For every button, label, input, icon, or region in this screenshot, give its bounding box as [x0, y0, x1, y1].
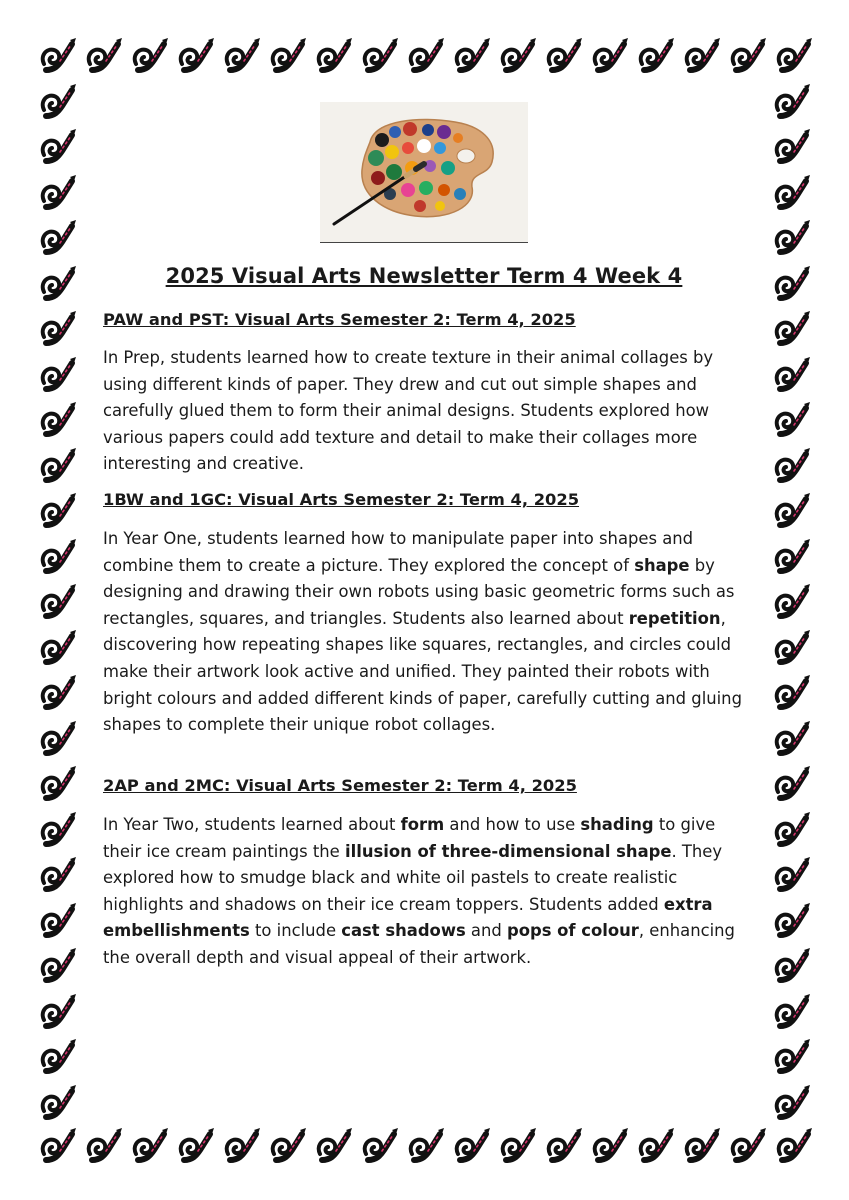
spiral-brush-icon [34, 808, 80, 854]
spiral-brush-icon [34, 853, 80, 899]
spiral-brush-icon [540, 1124, 586, 1170]
spiral-brush-icon [768, 580, 814, 626]
section-body-year-two [103, 812, 748, 972]
spiral-brush-icon [768, 398, 814, 444]
section-body-year-one [103, 526, 748, 739]
body-text: In Prep, students learned how to create texture in their animal collages by using different kinds of paper. They drew and cut out simple shapes and carefully glued them to form their animal designs. Students explored how various papers could add texture and detail to make their collages more interesting and creative. [103, 348, 714, 474]
spiral-brush-icon [34, 535, 80, 581]
spiral-brush-icon [768, 307, 814, 353]
spiral-brush-icon [494, 1124, 540, 1170]
spiral-brush-icon [768, 944, 814, 990]
spiral-brush-icon [768, 717, 814, 763]
spiral-brush-icon [34, 216, 80, 262]
spiral-brush-icon [448, 34, 494, 80]
spiral-brush-icon [34, 307, 80, 353]
spiral-brush-icon [402, 34, 448, 80]
spiral-brush-icon [34, 489, 80, 535]
spiral-brush-icon [768, 535, 814, 581]
spiral-brush-icon [448, 1124, 494, 1170]
emphasis-text: shading [580, 815, 654, 834]
spiral-brush-icon [310, 34, 356, 80]
spiral-brush-icon [34, 262, 80, 308]
section-body-prep [103, 345, 748, 478]
spiral-brush-icon [34, 944, 80, 990]
spiral-brush-icon [34, 990, 80, 1036]
spiral-brush-icon [768, 762, 814, 808]
spiral-brush-icon [768, 171, 814, 217]
emphasis-text: repetition [628, 608, 721, 628]
spiral-brush-icon [768, 626, 814, 672]
spiral-brush-icon [768, 899, 814, 945]
spiral-brush-icon [34, 353, 80, 399]
spiral-brush-icon [768, 671, 814, 717]
spiral-brush-icon [768, 1035, 814, 1081]
spiral-brush-icon [586, 1124, 632, 1170]
spiral-brush-icon [34, 125, 80, 171]
body-text: and [465, 921, 507, 941]
spiral-brush-icon [356, 34, 402, 80]
spiral-brush-icon [632, 1124, 678, 1170]
spiral-brush-icon [768, 80, 814, 126]
spiral-brush-icon [264, 1124, 310, 1170]
body-text: to include [249, 921, 342, 941]
spiral-brush-icon [678, 1124, 724, 1170]
spiral-brush-icon [34, 899, 80, 945]
spiral-brush-icon [34, 444, 80, 490]
body-text: to give their ice cream paintings the [103, 815, 716, 861]
spiral-brush-icon [768, 125, 814, 171]
spiral-brush-icon [724, 34, 770, 80]
spiral-brush-icon [768, 262, 814, 308]
spiral-brush-icon [768, 853, 814, 899]
spiral-brush-icon [34, 762, 80, 808]
spiral-brush-icon [768, 808, 814, 854]
spiral-brush-icon [34, 671, 80, 717]
spiral-brush-icon [678, 34, 724, 80]
emphasis-text: extra embellishments [103, 894, 713, 941]
body-text: by designing and drawing their own robots using basic geometric forms such as rectangles, squares, and triangles. Students also learned about [103, 555, 735, 628]
spiral-brush-icon [34, 1124, 80, 1170]
spiral-brush-icon [768, 990, 814, 1036]
body-text: , discovering how repeating shapes like squares, rectangles, and circles could make their artwork look active and unified. They painted their robots with bright colours and added different kinds of paper, carefully cutting and gluing shapes to complete their unique robot collages. [103, 608, 742, 735]
spiral-brush-icon [264, 34, 310, 80]
emphasis-text: pops of colour [506, 921, 639, 941]
spiral-brush-icon [768, 216, 814, 262]
emphasis-text: form [400, 815, 445, 834]
emphasis-text: cast shadows [341, 921, 466, 941]
spiral-brush-icon [310, 1124, 356, 1170]
spiral-brush-icon [34, 626, 80, 672]
spiral-brush-icon [540, 34, 586, 80]
spiral-brush-icon [632, 34, 678, 80]
spiral-brush-icon [34, 580, 80, 626]
spiral-brush-icon [34, 1035, 80, 1081]
emphasis-text: shape [634, 555, 690, 575]
spiral-brush-icon [172, 1124, 218, 1170]
spiral-brush-icon [218, 34, 264, 80]
body-text: In Year Two, students learned about [103, 815, 401, 834]
spiral-brush-icon [126, 34, 172, 80]
spiral-brush-icon [126, 1124, 172, 1170]
spiral-brush-icon [34, 1081, 80, 1127]
spiral-brush-icon [724, 1124, 770, 1170]
spiral-brush-icon [34, 717, 80, 763]
spiral-brush-icon [34, 80, 80, 126]
paint-palette-image [320, 102, 528, 243]
spiral-brush-icon [34, 171, 80, 217]
spiral-brush-icon [34, 34, 80, 80]
section-heading-prep: PAW and PST: Visual Arts Semester 2: Term 4, 2025 [103, 310, 576, 329]
spiral-brush-icon [218, 1124, 264, 1170]
spiral-brush-icon [770, 1124, 816, 1170]
spiral-brush-icon [80, 34, 126, 80]
spiral-brush-icon [768, 489, 814, 535]
spiral-brush-icon [34, 398, 80, 444]
section-heading-year-one: 1BW and 1GC: Visual Arts Semester 2: Term 4, 2025 [103, 490, 580, 509]
section-heading-year-two: 2AP and 2MC: Visual Arts Semester 2: Term 4, 2025 [103, 776, 577, 795]
body-text: In Year One, students learned how to manipulate paper into shapes and combine them to create a picture. They explored the concept of [103, 529, 694, 575]
newsletter-title: 2025 Visual Arts Newsletter Term 4 Week 4 [165, 264, 683, 288]
body-text: , enhancing the overall depth and visual appeal of their artwork. [103, 921, 735, 967]
spiral-brush-icon [356, 1124, 402, 1170]
spiral-brush-icon [768, 1081, 814, 1127]
body-text: and how to use [444, 815, 581, 834]
spiral-brush-icon [494, 34, 540, 80]
spiral-brush-icon [586, 34, 632, 80]
emphasis-text: illusion of three-dimensional shape [344, 841, 672, 861]
spiral-brush-icon [80, 1124, 126, 1170]
spiral-brush-icon [172, 34, 218, 80]
spiral-brush-icon [768, 444, 814, 490]
spiral-brush-icon [768, 353, 814, 399]
body-text: . They explored how to smudge black and white oil pastels to create realistic highlights and shadows on their ice cream toppers. Students added [103, 841, 723, 914]
spiral-brush-icon [770, 34, 816, 80]
spiral-brush-icon [402, 1124, 448, 1170]
